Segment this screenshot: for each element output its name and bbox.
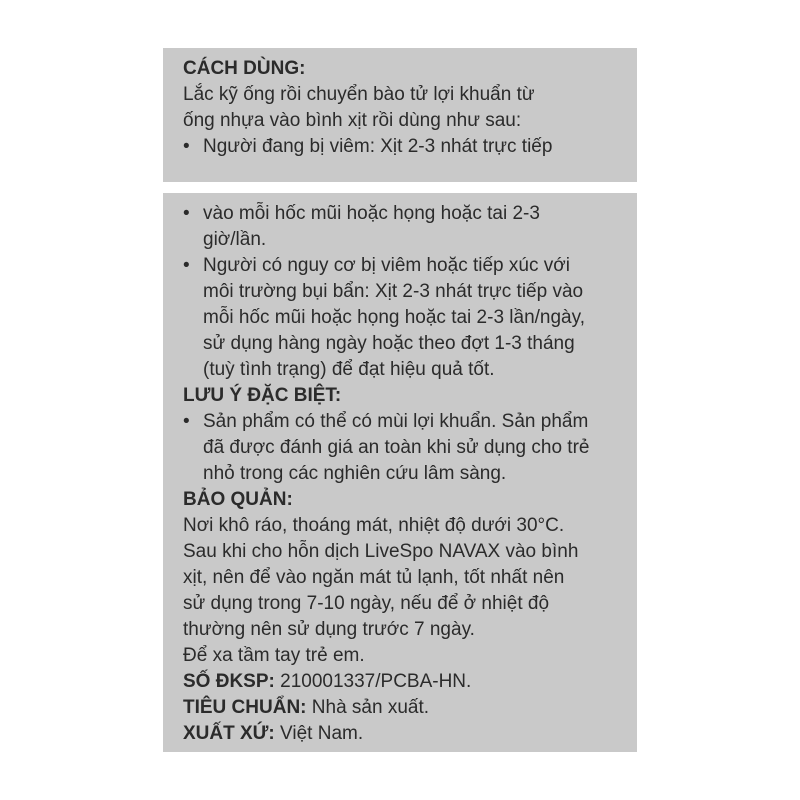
bullet-dot: •: [183, 411, 190, 432]
registration-value: 210001337/PCBA-HN.: [274, 671, 472, 692]
notes-line: đã được đánh giá an toàn khi sử dụng cho trẻ: [203, 437, 590, 458]
bullet-dot: •: [183, 255, 190, 276]
storage-line: thường nên sử dụng trước 7 ngày.: [183, 619, 475, 640]
storage-line: Nơi khô ráo, thoáng mát, nhiệt độ dưới 30°C.: [183, 515, 565, 536]
notes-heading: LƯU Ý ĐẶC BIỆT:: [183, 385, 342, 406]
usage-bullet-text: [203, 201, 627, 253]
origin-row: [183, 721, 627, 747]
registration-row: [183, 669, 627, 695]
usage-bullet-line: vào mỗi hốc mũi hoặc họng hoặc tai 2-3: [203, 203, 540, 224]
usage-bullet-line: mỗi hốc mũi hoặc họng hoặc tai 2-3 lần/ngày,: [203, 307, 585, 328]
notes-line: Sản phẩm có thể có mùi lợi khuẩn. Sản phẩm: [203, 411, 589, 432]
storage-line: xịt, nên để vào ngăn mát tủ lạnh, tốt nhất nên: [183, 567, 565, 588]
usage-heading: CÁCH DÙNG:: [183, 58, 306, 79]
origin-value: Việt Nam.: [274, 723, 364, 744]
standard-value: Nhà sản xuất.: [306, 697, 430, 718]
standard-row: [183, 695, 627, 721]
storage-line: Để xa tầm tay trẻ em.: [183, 645, 365, 666]
notes-bullet-text: [203, 409, 627, 487]
usage-intro-line: ống nhựa vào bình xịt rồi dùng như sau:: [183, 110, 522, 131]
notes-line: nhỏ trong các nghiên cứu lâm sàng.: [203, 463, 507, 484]
details-panel: [163, 193, 637, 752]
usage-intro-line: Lắc kỹ ống rồi chuyển bào tử lợi khuẩn từ: [183, 84, 535, 105]
origin-label: XUẤT XỨ:: [183, 723, 275, 744]
usage-bullet-text: Người đang bị viêm: Xịt 2-3 nhát trực tiếp: [203, 136, 553, 157]
notes-bullet: [183, 409, 627, 487]
usage-bullet-line: giờ/lần.: [203, 229, 267, 250]
storage-heading: BẢO QUẢN:: [183, 489, 293, 510]
usage-bullet-line: (tuỳ tình trạng) để đạt hiệu quả tốt.: [203, 359, 495, 380]
usage-bullet: [183, 201, 627, 253]
registration-label: SỐ ĐKSP:: [183, 671, 275, 692]
standard-label: TIÊU CHUẨN:: [183, 697, 307, 718]
bullet-dot: •: [183, 136, 190, 157]
storage-line: Sau khi cho hỗn dịch LiveSpo NAVAX vào bình: [183, 541, 579, 562]
usage-bullet-line: môi trường bụi bẩn: Xịt 2-3 nhát trực tiếp vào: [203, 281, 584, 302]
bullet-dot: •: [183, 203, 190, 224]
usage-bullet-text: [203, 253, 627, 383]
usage-bullet: [183, 134, 627, 160]
usage-bullet-line: sử dụng hàng ngày hoặc theo đợt 1-3 tháng: [203, 333, 575, 354]
usage-bullet: [183, 253, 627, 383]
usage-bullet-line: Người có nguy cơ bị viêm hoặc tiếp xúc với: [203, 255, 570, 276]
storage-line: sử dụng trong 7-10 ngày, nếu để ở nhiệt độ: [183, 593, 550, 614]
usage-panel-top: [163, 48, 637, 182]
